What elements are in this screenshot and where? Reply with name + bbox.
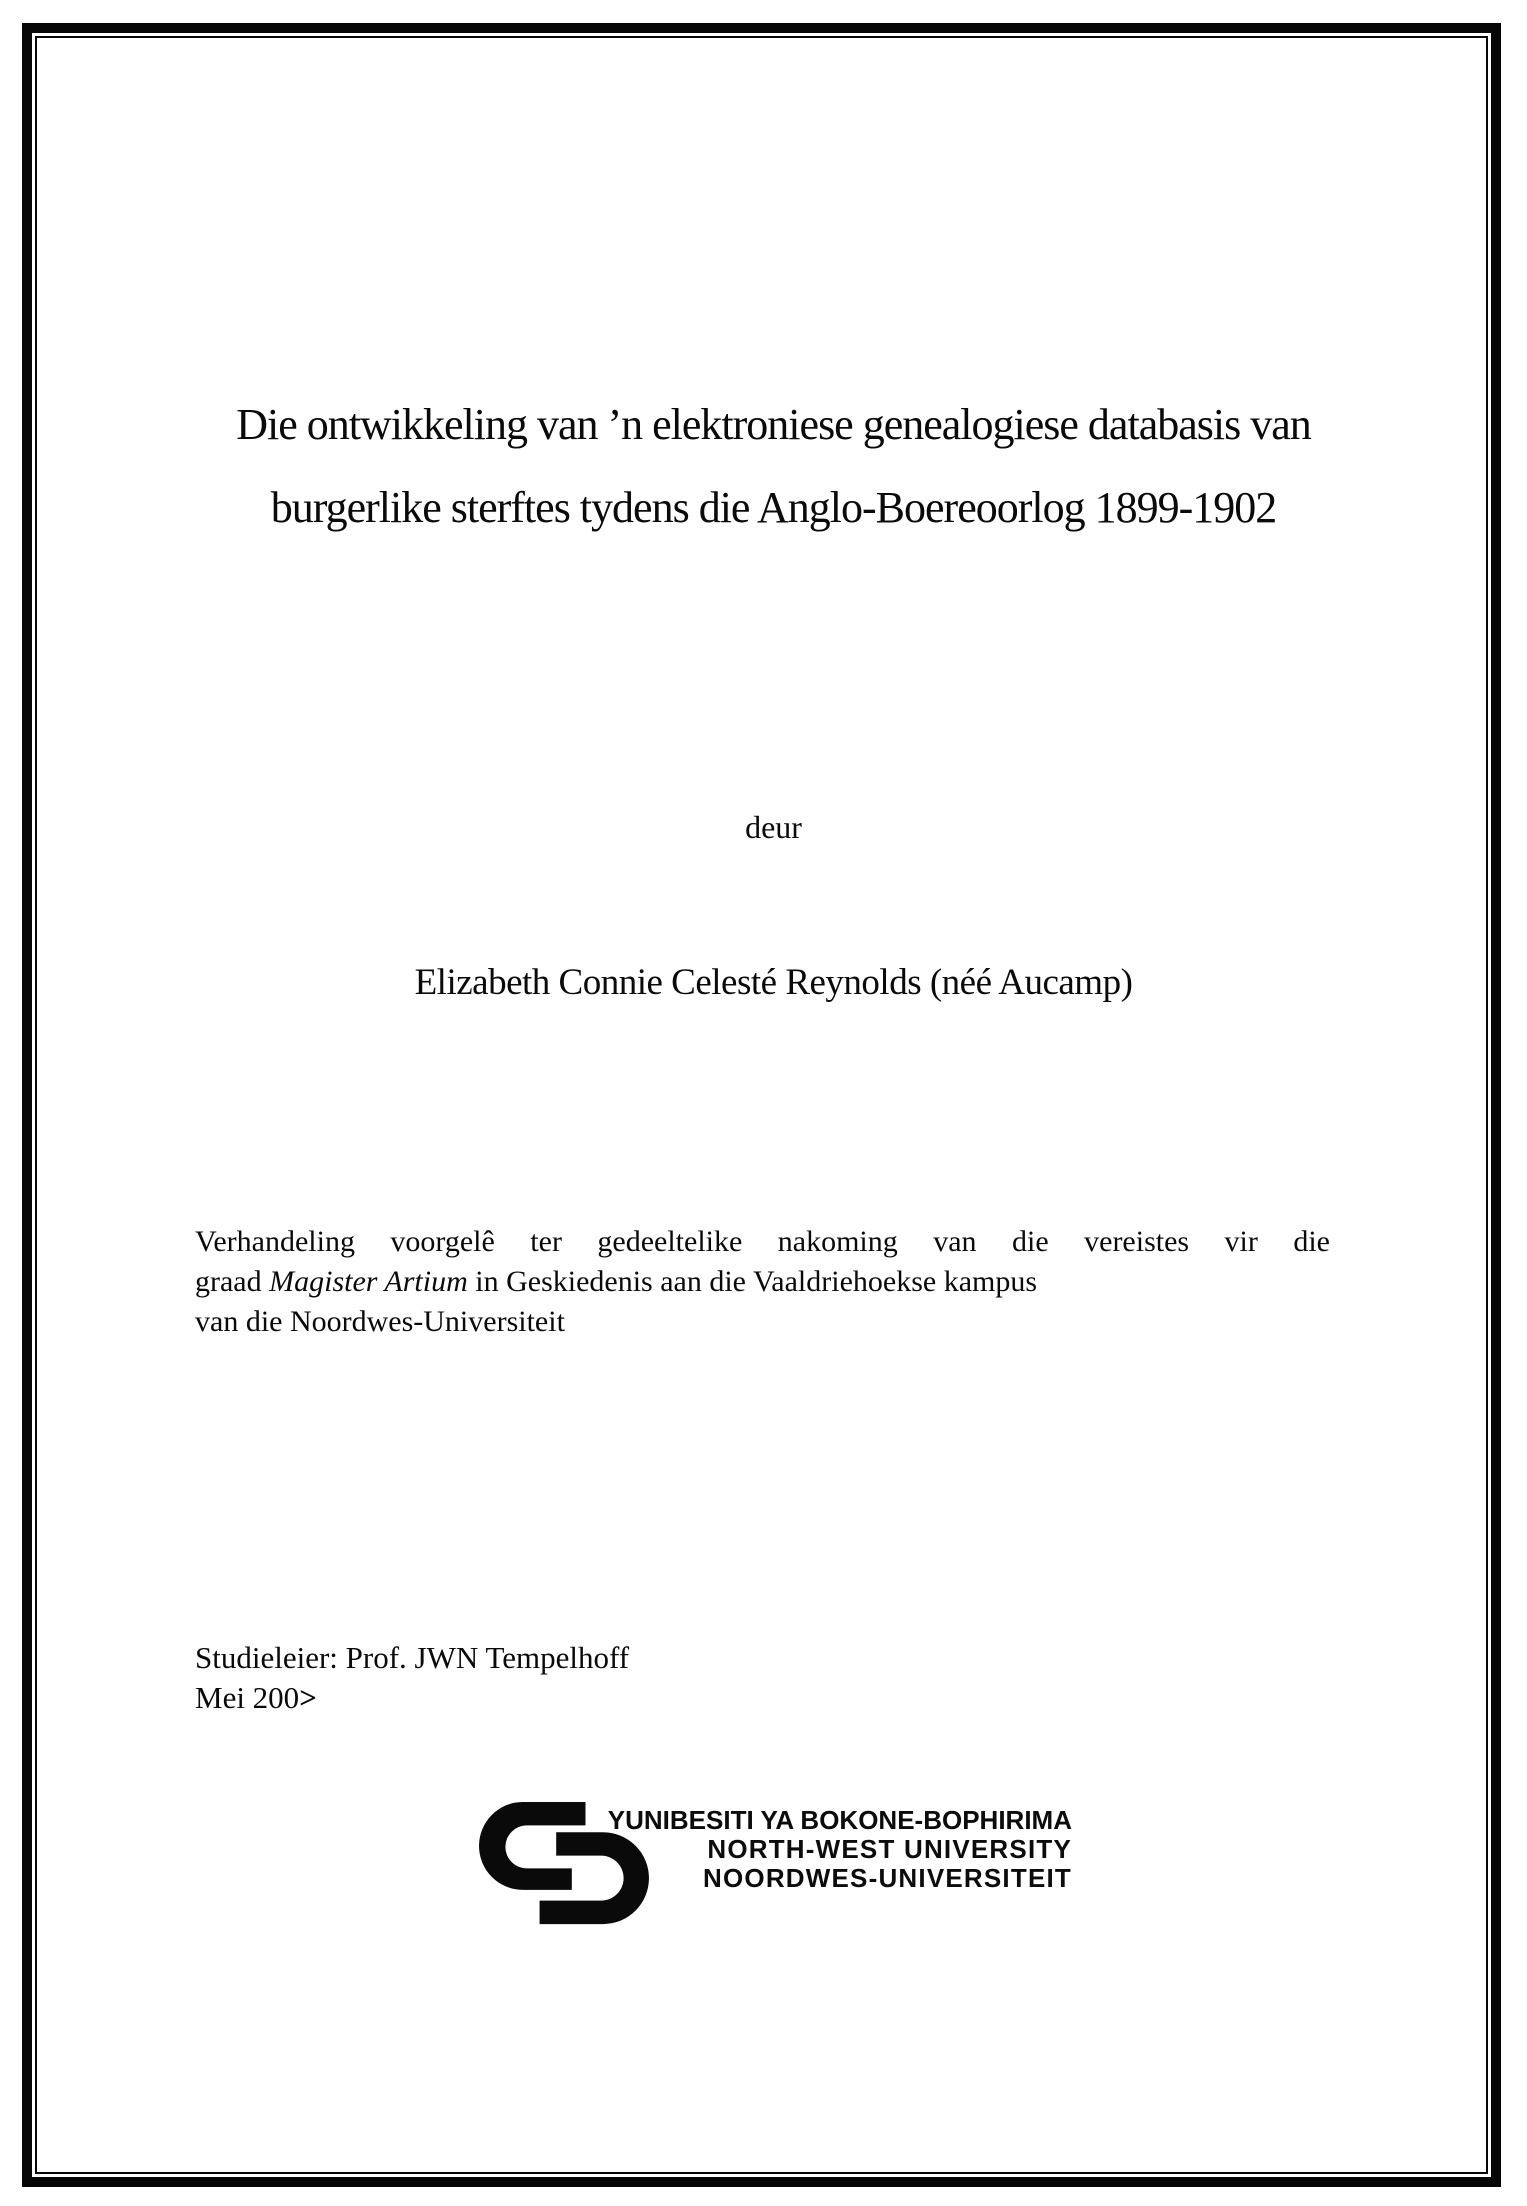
degree-statement bbox=[195, 1222, 1330, 1342]
logo-line-english: NORTH-WEST UNIVERSITY bbox=[707, 1834, 1072, 1864]
university-logo bbox=[466, 1800, 1106, 1940]
statement-line-2-pre: graad bbox=[195, 1265, 270, 1298]
statement-line-3: van die Noordwes-Universiteit bbox=[195, 1305, 565, 1338]
statement-line-2-post: in Geskiedenis aan die Vaaldriehoekse kampus bbox=[467, 1265, 1038, 1298]
statement-line-2 bbox=[195, 1262, 1330, 1302]
supervisor-block bbox=[195, 1638, 629, 1718]
title-line-2: burgerlike sterftes tydens die Anglo-Boereoorlog 1899-1902 bbox=[270, 483, 1277, 532]
degree-name-italic: Magister Artium bbox=[269, 1265, 468, 1298]
date-text: Mei 200 bbox=[195, 1680, 300, 1715]
thesis-title bbox=[60, 383, 1487, 549]
logo-wordmark bbox=[560, 1806, 1072, 1893]
logo-line-afrikaans: NOORDWES-UNIVERSITEIT bbox=[703, 1863, 1072, 1893]
date-seven-glyph: > bbox=[299, 1680, 317, 1715]
statement-line-1: Verhandeling voorgelê ter gedeeltelike nakoming van die vereistes vir die bbox=[195, 1225, 1330, 1258]
logo-line-setswana: YUNIBESITI YA BOKONE-BOPHIRIMA bbox=[607, 1805, 1072, 1835]
author-name: Elizabeth Connie Celesté Reynolds (néé Aucamp) bbox=[414, 962, 1133, 1003]
supervisor-line: Studieleier: Prof. JWN Tempelhoff bbox=[195, 1640, 630, 1675]
date-line bbox=[195, 1678, 629, 1718]
byline-deur: deur bbox=[745, 809, 802, 845]
title-line-1: Die ontwikkeling van ’n elektroniese genealogiese databasis van bbox=[236, 400, 1311, 449]
